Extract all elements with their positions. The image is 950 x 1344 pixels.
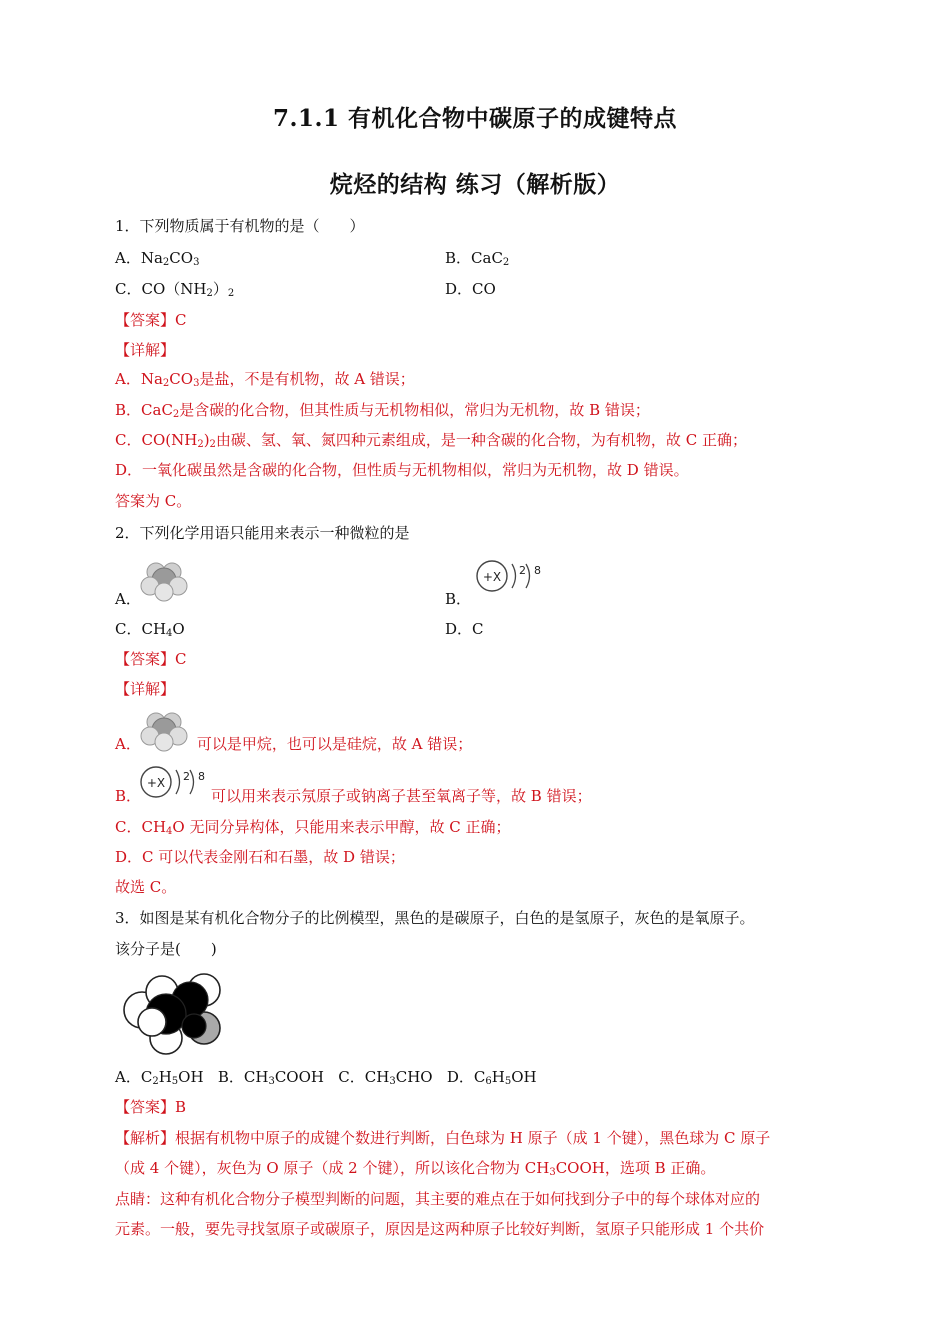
q1-option-a: A．$Na_2CO_3$ (115, 249, 200, 268)
q2-detail-label: 【详解】 (115, 680, 176, 698)
shell1-label: 2 (519, 564, 526, 577)
q3-options: A．$C_2H_5OH$ B．$CH_3COOH$ C．$CH_3CHO$ D．$C_6H_5OH$ (115, 1068, 537, 1087)
title-line-1: 7.1.1 有机化合物中碳原子的成键特点 (272, 105, 678, 132)
q2-explain-a: A． 可以是甲烷，也可以是硅烷，故 A 错误； (115, 735, 473, 753)
q1-option-b: B．CaC$_2$ (445, 249, 510, 268)
atom-nucleus-label-explain: +X (146, 776, 166, 790)
atom-structure-figure-explain (138, 764, 212, 804)
q2-option-c: C．$CH_4O$ (115, 620, 185, 639)
shell1-label-explain: 2 (183, 770, 190, 783)
q1-explain-d: D．一氧化碳虽然是含碳的化合物，但性质与无机物相似，常归为无机物，故 D 错误。 (115, 461, 689, 479)
acetic-acid-model-figure (118, 970, 228, 1058)
q1-stem: 1．下列物质属于有机物的是（ ） (115, 217, 365, 235)
q2-conclusion: 故选 C。 (115, 878, 177, 896)
q2-explain-b: B． 可以用来表示氖原子或钠离子甚至氧离子等，故 B 错误； (115, 787, 592, 805)
atom-nucleus-label: +X (482, 570, 502, 584)
q2-answer: 【答案】C (115, 650, 187, 668)
q1-conclusion: 答案为 C。 (115, 492, 192, 510)
q1-answer: 【答案】C (115, 311, 187, 329)
q3-answer: 【答案】B (115, 1098, 187, 1116)
q1-option-c: C．$CO(NH_2)_2$ (115, 280, 235, 299)
q2-option-b: B． (445, 590, 472, 608)
q2-explain-d: D．C 可以代表金刚石和石墨，故 D 错误； (115, 848, 405, 866)
q1-explain-a: A．$Na_2CO_3$是盐，不是有机物，故 A 错误； (115, 370, 415, 389)
q1-option-d: D．CO (445, 280, 496, 298)
q3-analysis-line-1: 【解析】根据有机物中原子的成键个数进行判断，白色球为 H 原子（成 1 个键），黑色球为 C 原子 (115, 1129, 771, 1147)
title-line-2: 烷烃的结构 练习（解析版） (329, 171, 621, 198)
shell2-label: 8 (534, 564, 541, 577)
q1-explain-b: B．CaC$_2$是含碳的化合物，但其性质与无机物相似，常归为无机物，故 B 错误； (115, 401, 650, 420)
q1-explain-c: C．$CO(NH_2)_2$由碳、氢、氧、氮四种元素组成，是一种含碳的化合物，为有机物，故 C 正确； (115, 431, 747, 450)
q1-detail-label: 【详解】 (115, 341, 176, 359)
q2-option-d: D．C (445, 620, 484, 638)
q3-tip-line-2: 元素。一般，要先寻找氢原子或碳原子，原因是这两种原子比较好判断，氢原子只能形成 1 个共价 (115, 1220, 765, 1238)
q3-stem-line-2: 该分子是( ) (115, 940, 217, 958)
methane-model-figure-explain (140, 706, 190, 752)
q3-stem-line-1: 3．如图是某有机化合物分子的比例模型，黑色的是碳原子，白色的是氢原子，灰色的是氧原子。 (115, 909, 755, 927)
atom-structure-figure-b (474, 558, 548, 598)
q3-analysis-line-2: （成 4 个键），灰色为 O 原子（成 2 个键），所以该化合物为 $CH_3COOH$，选项 B 正确。 (115, 1159, 716, 1178)
shell2-label-explain: 8 (198, 770, 205, 783)
methane-model-figure-a (140, 556, 188, 602)
q2-stem: 2．下列化学用语只能用来表示一种微粒的是 (115, 524, 410, 542)
q2-option-a: A． (115, 590, 141, 608)
q3-tip-line-1: 点睛：这种有机化合物分子模型判断的问题，其主要的难点在于如何找到分子中的每个球体对应的 (115, 1190, 761, 1208)
q2-explain-c: C．$CH_4O$ 无同分异构体，只能用来表示甲醇，故 C 正确； (115, 818, 511, 837)
